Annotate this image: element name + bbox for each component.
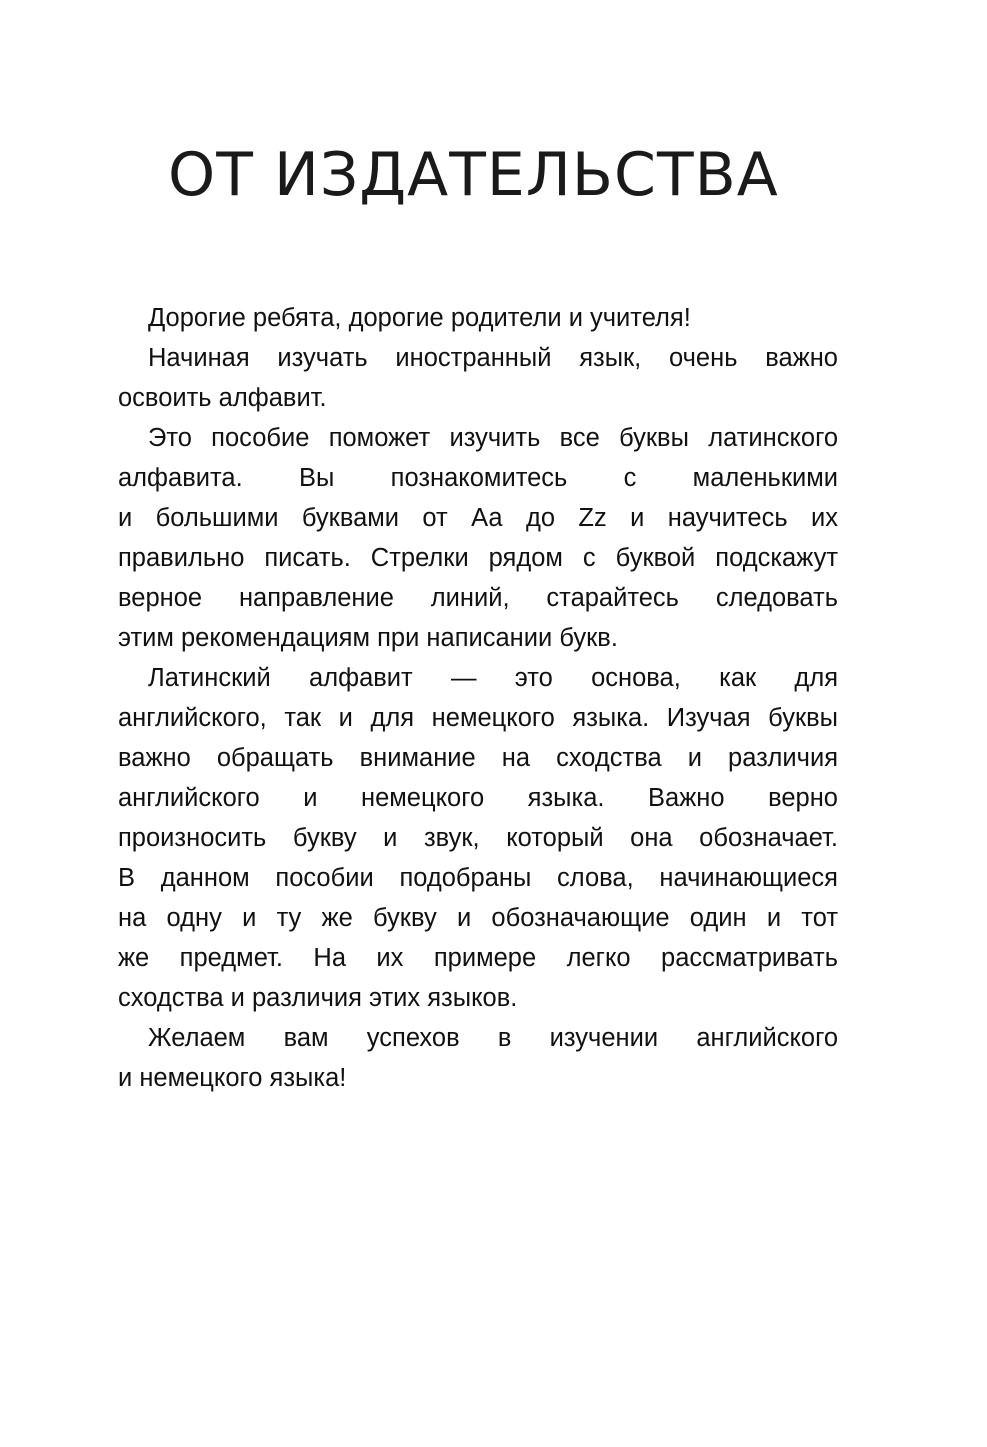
page-title: ОТ ИЗДАТЕЛЬСТВА xyxy=(168,140,779,210)
paragraph xyxy=(118,1018,838,1098)
paragraph-line: важно обращать внимание на сходства и различия xyxy=(118,744,838,772)
paragraph-line: этим рекомендациям при написании букв. xyxy=(118,624,618,652)
paragraph xyxy=(118,298,838,338)
body-text xyxy=(118,298,838,1098)
paragraph-line: и немецкого языка! xyxy=(118,1064,347,1092)
paragraph-line: алфавита. Вы познакомитесь с маленькими xyxy=(118,464,838,492)
paragraph-line: Желаем вам успехов в изучении английского xyxy=(148,1024,838,1052)
paragraph-line: правильно писать. Стрелки рядом с буквой подскажут xyxy=(118,544,838,572)
paragraph xyxy=(118,418,838,658)
paragraph-line: сходства и различия этих языков. xyxy=(118,984,518,1012)
paragraph-line: английского и немецкого языка. Важно верно xyxy=(118,784,838,812)
paragraph xyxy=(118,338,838,418)
paragraph-line: освоить алфавит. xyxy=(118,384,327,412)
paragraph-line: Латинский алфавит — это основа, как для xyxy=(148,664,838,692)
paragraph xyxy=(118,658,838,1018)
paragraph-line: английского, так и для немецкого языка. Изучая буквы xyxy=(118,704,838,732)
paragraph-line: и большими буквами от Аа до Zz и научитесь их xyxy=(118,504,838,532)
paragraph-line: верное направление линий, старайтесь следовать xyxy=(118,584,838,612)
paragraph-line: произносить букву и звук, который она обозначает. xyxy=(118,824,838,852)
paragraph-line: на одну и ту же букву и обозначающие один и тот xyxy=(118,904,838,932)
paragraph-line: Начиная изучать иностранный язык, очень важно xyxy=(148,344,838,372)
paragraph-line: В данном пособии подобраны слова, начинающиеся xyxy=(118,864,838,892)
paragraph-line: Это пособие поможет изучить все буквы латинского xyxy=(148,424,838,452)
paragraph-line: же предмет. На их примере легко рассматривать xyxy=(118,944,838,972)
paragraph-line: Дорогие ребята, дорогие родители и учителя! xyxy=(148,304,691,332)
